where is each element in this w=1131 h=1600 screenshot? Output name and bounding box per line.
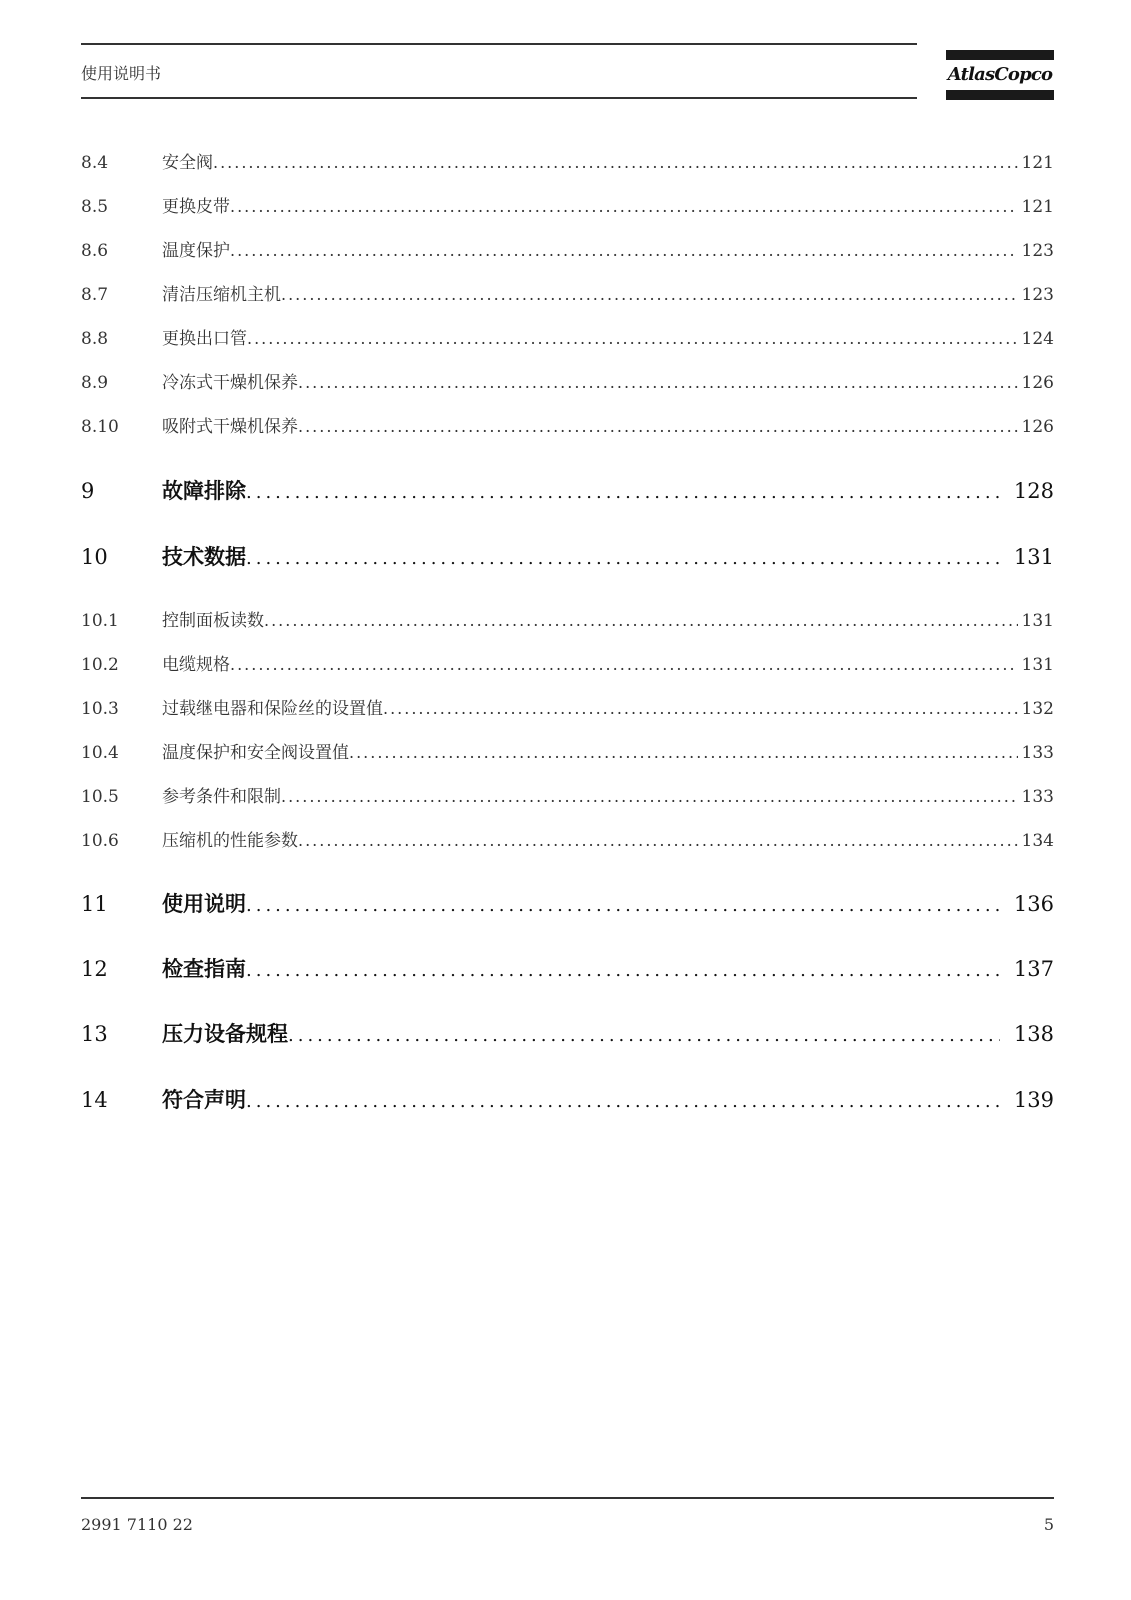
toc-number: 14 (81, 1088, 108, 1112)
toc-page: 133 (1021, 787, 1054, 807)
toc-title: 故障排除 (162, 478, 246, 503)
toc-title: 温度保护 (162, 241, 230, 261)
toc-title: 过载继电器和保险丝的设置值 (162, 699, 383, 719)
toc-entry[interactable] (81, 738, 1054, 763)
toc-entry[interactable] (81, 280, 1054, 305)
logo-top-bar (946, 50, 1054, 60)
toc-leader (246, 1091, 1000, 1112)
toc-number: 8.9 (81, 373, 109, 393)
toc-entry[interactable] (81, 324, 1054, 349)
footer-page-number: 5 (1043, 1515, 1054, 1534)
toc-entry[interactable] (81, 236, 1054, 261)
toc-chapter-entry[interactable] (81, 1084, 1054, 1114)
toc-page: 133 (1021, 743, 1054, 763)
toc-title: 安全阀 (162, 153, 213, 173)
toc-number: 12 (81, 957, 108, 981)
toc-chapter-entry[interactable] (81, 541, 1054, 571)
toc-page: 123 (1021, 285, 1054, 305)
toc-chapter-entry[interactable] (81, 1018, 1054, 1048)
toc-leader (230, 655, 1018, 674)
toc-page: 131 (1021, 611, 1054, 631)
toc-number: 10 (81, 545, 108, 569)
toc-chapter-entry[interactable] (81, 953, 1054, 983)
toc-leader (281, 787, 1018, 806)
header-bottom-rule (81, 97, 917, 99)
toc-page: 121 (1021, 153, 1054, 173)
toc-page: 137 (1013, 957, 1054, 981)
toc-number: 10.3 (81, 699, 119, 719)
toc-title: 压缩机的性能参数 (162, 831, 298, 851)
toc-page: 126 (1021, 417, 1054, 437)
toc-number: 8.10 (81, 417, 119, 437)
toc-entry[interactable] (81, 606, 1054, 631)
toc-leader (298, 417, 1018, 436)
toc-entry[interactable] (81, 650, 1054, 675)
toc-number: 10.1 (81, 611, 119, 631)
toc-leader (383, 699, 1018, 718)
toc-number: 10.6 (81, 831, 119, 851)
toc-title: 符合声明 (162, 1087, 246, 1112)
logo-bottom-bar (946, 90, 1054, 100)
toc-number: 8.7 (81, 285, 109, 305)
toc-title: 更换出口管 (162, 329, 247, 349)
header-top-rule (81, 43, 917, 45)
toc-number: 8.6 (81, 241, 109, 261)
toc-leader (246, 548, 1000, 569)
toc-number: 8.4 (81, 153, 109, 173)
toc-leader (298, 831, 1018, 850)
toc-leader (349, 743, 1018, 762)
toc-page: 126 (1021, 373, 1054, 393)
toc-page: 121 (1021, 197, 1054, 217)
toc-page: 139 (1013, 1088, 1054, 1112)
toc-number: 9 (81, 479, 95, 503)
toc-leader (246, 960, 1000, 981)
toc-leader (288, 1025, 1000, 1046)
logo-text: AtlasCopco (947, 64, 1053, 85)
toc-page: 123 (1021, 241, 1054, 261)
toc-title: 清洁压缩机主机 (162, 285, 281, 305)
atlas-copco-logo (946, 50, 1054, 100)
toc-leader (230, 197, 1018, 216)
toc-number: 10.2 (81, 655, 119, 675)
toc-entry[interactable] (81, 148, 1054, 173)
toc-title: 冷冻式干燥机保养 (162, 373, 298, 393)
toc-entry[interactable] (81, 368, 1054, 393)
toc-title: 使用说明 (162, 891, 246, 916)
toc-title: 控制面板读数 (162, 611, 264, 631)
toc-number: 11 (81, 892, 108, 916)
toc-entry[interactable] (81, 694, 1054, 719)
toc-title: 检查指南 (162, 956, 246, 981)
toc-number: 13 (81, 1022, 108, 1046)
toc-page: 136 (1013, 892, 1054, 916)
toc-leader (213, 153, 1018, 172)
toc-number: 10.4 (81, 743, 119, 763)
toc-page: 138 (1013, 1022, 1054, 1046)
toc-leader (246, 482, 1000, 503)
toc-page: 131 (1013, 545, 1054, 569)
toc-page: 131 (1021, 655, 1054, 675)
toc-chapter-entry[interactable] (81, 888, 1054, 918)
toc-page: 124 (1021, 329, 1054, 349)
toc-number: 10.5 (81, 787, 119, 807)
toc-title: 技术数据 (162, 544, 246, 569)
toc-leader (298, 373, 1018, 392)
toc-title: 参考条件和限制 (162, 787, 281, 807)
footer-rule (81, 1497, 1054, 1499)
toc-number: 8.8 (81, 329, 109, 349)
toc-leader (246, 895, 1000, 916)
toc-page: 132 (1021, 699, 1054, 719)
toc-title: 更换皮带 (162, 197, 230, 217)
footer-document-number: 2991 7110 22 (81, 1515, 193, 1534)
toc-entry[interactable] (81, 826, 1054, 851)
toc-title: 电缆规格 (162, 655, 230, 675)
header-title: 使用说明书 (81, 64, 162, 83)
toc-leader (230, 241, 1018, 260)
toc-leader (264, 611, 1018, 630)
toc-title: 温度保护和安全阀设置值 (162, 743, 349, 763)
toc-entry[interactable] (81, 192, 1054, 217)
toc-title: 吸附式干燥机保养 (162, 417, 298, 437)
toc-leader (281, 285, 1018, 304)
toc-page: 134 (1021, 831, 1054, 851)
toc-leader (247, 329, 1018, 348)
toc-chapter-entry[interactable] (81, 475, 1054, 505)
toc-page: 128 (1013, 479, 1054, 503)
toc-entry[interactable] (81, 782, 1054, 807)
toc-title: 压力设备规程 (162, 1021, 288, 1046)
toc-entry[interactable] (81, 412, 1054, 437)
toc-number: 8.5 (81, 197, 109, 217)
